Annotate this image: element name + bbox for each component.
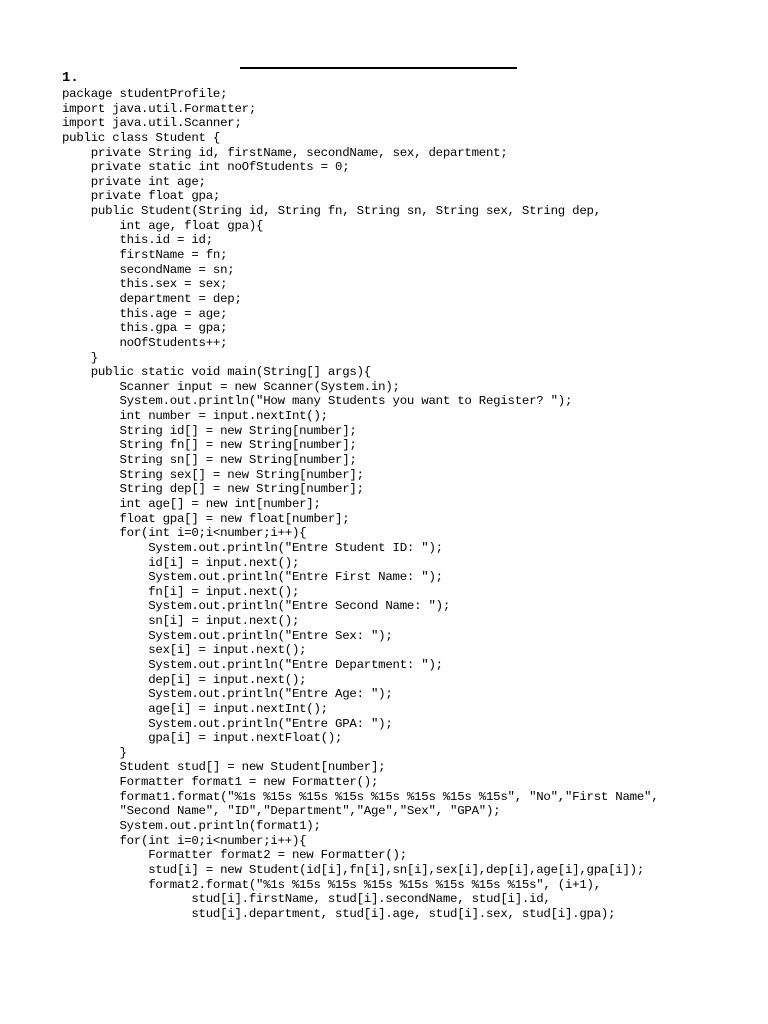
code-line: format1.format("%1s %15s %15s %15s %15s %15s %15s %15s", "No","First Name", [62,789,659,804]
code-line: firstName = fn; [62,248,228,263]
code-line: Scanner input = new Scanner(System.in); [62,379,400,394]
code-line: for(int i=0;i<number;i++){ [62,526,307,541]
code-line: this.age = age; [62,306,228,321]
code-line: } [62,745,127,760]
code-line: for(int i=0;i<number;i++){ [62,833,307,848]
code-line: public static void main(String[] args){ [62,365,371,380]
code-line: System.out.println(format1); [62,819,321,834]
code-line: package studentProfile; [62,87,228,101]
code-line: gpa[i] = input.nextFloat(); [62,731,343,746]
code-line: sex[i] = input.next(); [62,643,307,658]
code-line: secondName = sn; [62,262,235,277]
code-line: String fn[] = new String[number]; [62,438,357,453]
code-line: System.out.println("Entre Student ID: "); [62,540,443,555]
code-line: System.out.println("Entre Sex: "); [62,628,393,643]
code-line: String sex[] = new String[number]; [62,467,364,482]
code-line: public class Student { [62,130,221,145]
code-line: Formatter format2 = new Formatter(); [62,848,407,863]
code-line: id[i] = input.next(); [62,555,300,570]
code-line: int number = input.nextInt(); [62,409,328,424]
top-rule [240,67,517,69]
code-line: fn[i] = input.next(); [62,584,300,599]
code-line: this.gpa = gpa; [62,321,228,336]
code-line: } [62,350,98,365]
code-line: System.out.println("Entre GPA: "); [62,716,393,731]
code-line: public Student(String id, String fn, String sn, String sex, String dep, [62,204,601,219]
code-line: float gpa[] = new float[number]; [62,511,350,526]
code-line: int age[] = new int[number]; [62,496,321,511]
code-block [62,87,658,922]
code-line: Student stud[] = new Student[number]; [62,760,386,775]
code-line: System.out.println("Entre First Name: "); [62,570,443,585]
code-line: dep[i] = input.next(); [62,672,307,687]
code-line: stud[i].firstName, stud[i].secondName, stud[i].id, [62,892,551,907]
code-line: System.out.println("Entre Department: "); [62,657,443,672]
code-line: sn[i] = input.next(); [62,614,300,629]
code-line: System.out.println("How many Students you want to Register? "); [62,394,573,409]
code-line: Formatter format1 = new Formatter(); [62,775,379,790]
code-line: stud[i].department, stud[i].age, stud[i].sex, stud[i].gpa); [62,906,616,921]
code-line: department = dep; [62,291,242,306]
code-line: format2.format("%1s %15s %15s %15s %15s %15s %15s %15s", (i+1), [62,877,601,892]
code-line: this.sex = sex; [62,277,228,292]
code-line: private int age; [62,174,206,189]
code-line: stud[i] = new Student(id[i],fn[i],sn[i],sex[i],dep[i],age[i],gpa[i]); [62,862,645,877]
section-number: 1. [62,70,79,86]
code-line: String sn[] = new String[number]; [62,453,357,468]
code-line: noOfStudents++; [62,335,228,350]
code-line: String id[] = new String[number]; [62,423,357,438]
code-line: int age, float gpa){ [62,218,264,233]
code-line: import java.util.Formatter; [62,101,257,116]
code-line: private float gpa; [62,189,221,204]
code-line: String dep[] = new String[number]; [62,482,364,497]
code-line: age[i] = input.nextInt(); [62,701,328,716]
code-line: private String id, firstName, secondName, sex, department; [62,145,508,160]
code-line: System.out.println("Entre Second Name: "); [62,599,451,614]
code-line: private static int noOfStudents = 0; [62,160,350,175]
code-line: "Second Name", "ID","Department","Age","Sex", "GPA"); [62,804,501,819]
code-line: System.out.println("Entre Age: "); [62,687,393,702]
code-line: this.id = id; [62,233,213,248]
code-line: import java.util.Scanner; [62,116,242,131]
